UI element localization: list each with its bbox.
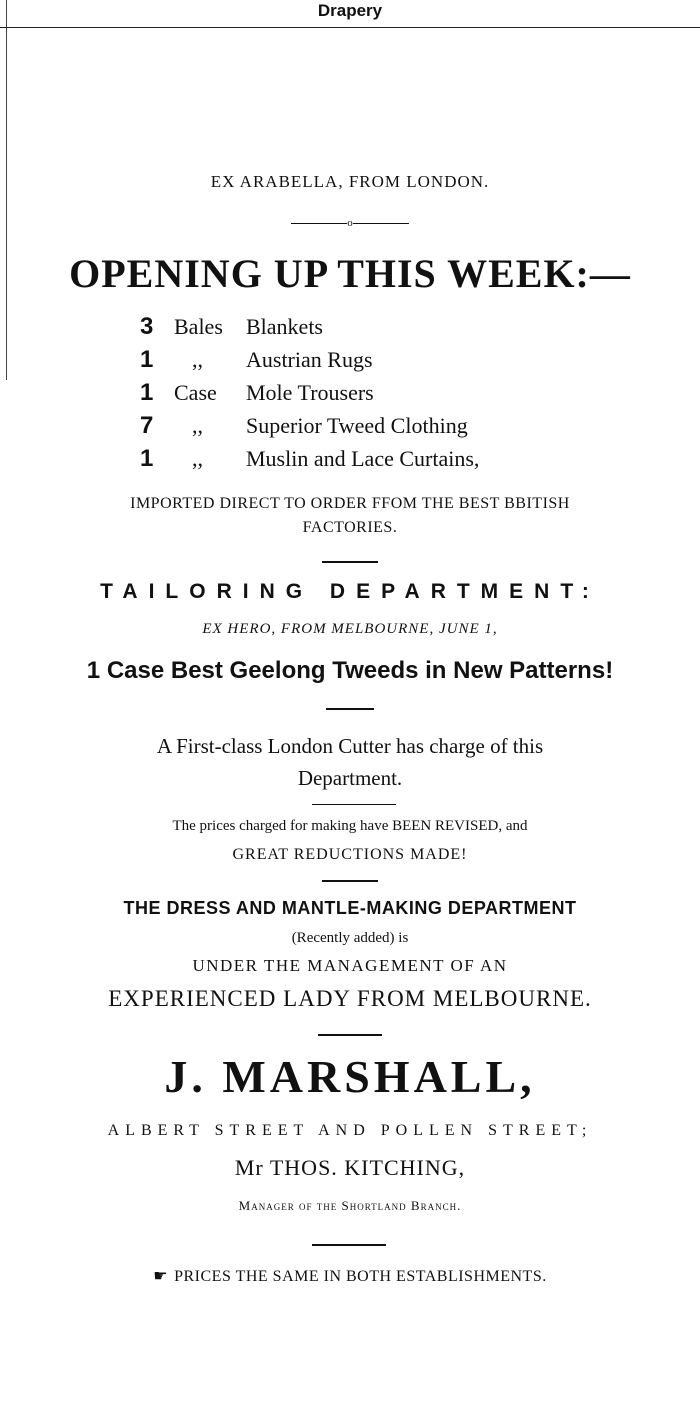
divider-rule — [318, 1034, 382, 1036]
list-item — [140, 442, 620, 475]
manager-name: Mr THOS. KITCHING, — [234, 1155, 466, 1180]
ornament-dash-right — [353, 223, 409, 224]
prices-same-notice — [0, 1266, 700, 1286]
recently-added-line: (Recently added) is — [291, 930, 409, 946]
management-line: UNDER THE MANAGEMENT OF AN — [192, 956, 508, 975]
manager-title: Manager of the Shortland Branch. — [238, 1198, 462, 1213]
imported-notice — [0, 492, 700, 540]
ornament-symbol: o — [347, 217, 353, 230]
item-desc: Mole Trousers — [246, 380, 374, 405]
address-line: ALBERT STREET AND POLLEN STREET; — [107, 1122, 593, 1139]
list-item — [140, 310, 620, 343]
divider-rule — [322, 880, 378, 882]
prices-revised-line: The prices charged for making have BEEN REVISED, and — [172, 818, 528, 834]
arabella-source-line: EX ARABELLA, FROM LONDON. — [210, 172, 490, 191]
cutter-notice — [0, 730, 700, 794]
item-unit: Case — [174, 380, 217, 405]
item-unit: ,, — [192, 446, 203, 471]
item-unit: ,, — [192, 413, 203, 438]
ornament-rule — [0, 216, 700, 230]
item-unit: ,, — [192, 347, 203, 372]
prices-same-text: PRICES THE SAME IN BOTH ESTABLISHMENTS. — [174, 1268, 547, 1285]
item-qty: 1 — [140, 346, 154, 373]
item-qty: 3 — [140, 313, 154, 340]
hero-source-line: EX HERO, FROM MELBOURNE, JUNE 1, — [202, 621, 498, 637]
reductions-line: GREAT REDUCTIONS MADE! — [232, 846, 468, 863]
experienced-lady-line: EXPERIENCED LADY FROM MELBOURNE. — [108, 986, 592, 1011]
dress-department-heading: THE DRESS AND MANTLE-MAKING DEPARTMENT — [123, 898, 577, 918]
imported-line-2: FACTORIES. — [302, 519, 398, 536]
goods-list — [140, 310, 620, 475]
item-desc: Austrian Rugs — [246, 347, 373, 372]
divider-rule — [312, 1244, 386, 1246]
item-desc: Muslin and Lace Curtains, — [246, 446, 480, 471]
imported-line-1: IMPORTED DIRECT TO ORDER FFOM THE BEST BBITISH — [130, 495, 570, 512]
item-desc: Blankets — [246, 314, 323, 339]
page-header: Drapery — [317, 1, 383, 20]
divider-rule — [322, 561, 378, 563]
ornament-dash-left — [291, 223, 347, 224]
opening-heading: OPENING UP THIS WEEK:— — [69, 251, 631, 296]
header-rule — [0, 27, 700, 28]
divider-rule — [312, 804, 396, 805]
item-unit: Bales — [174, 314, 223, 339]
item-qty: 7 — [140, 412, 154, 439]
cutter-line-2: Department. — [297, 766, 403, 790]
item-qty: 1 — [140, 379, 154, 406]
list-item — [140, 376, 620, 409]
cutter-line-1: A First-class London Cutter has charge of this — [156, 734, 544, 758]
list-item — [140, 409, 620, 442]
geelong-tweeds-line: 1 Case Best Geelong Tweeds in New Patterns! — [86, 657, 614, 684]
item-desc: Superior Tweed Clothing — [246, 413, 468, 438]
pointing-hand-icon: ☛ — [153, 1266, 169, 1285]
tailoring-heading: TAILORING DEPARTMENT: — [100, 580, 600, 603]
list-item — [140, 343, 620, 376]
divider-rule — [326, 708, 374, 710]
item-qty: 1 — [140, 445, 154, 472]
proprietor-name: J. MARSHALL, — [164, 1051, 536, 1102]
